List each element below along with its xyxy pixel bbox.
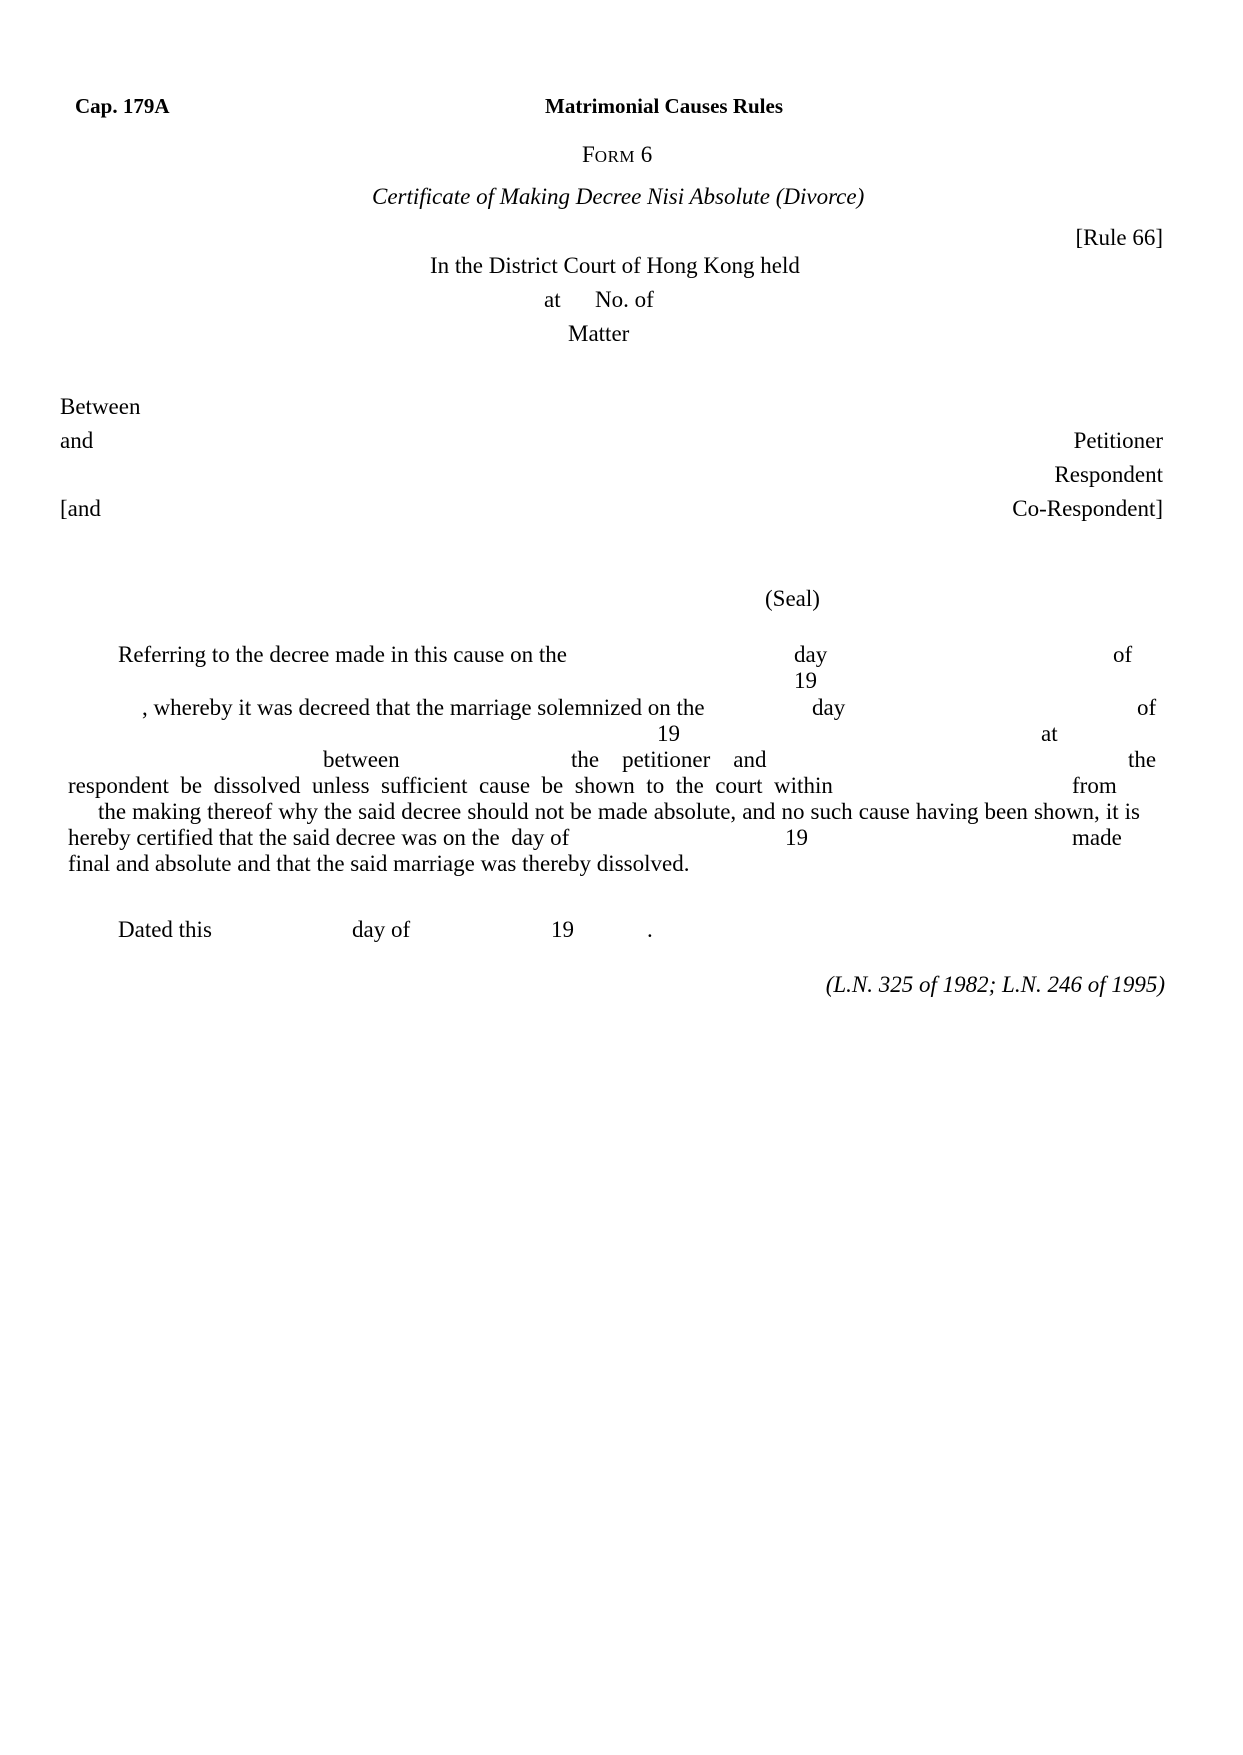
body-line-4-petitioner: the petitioner and	[571, 747, 767, 772]
petitioner-label: Petitioner	[1073, 428, 1163, 453]
court-at: at	[544, 287, 561, 312]
body-line-1: Referring to the decree made in this cause on the	[118, 642, 567, 667]
dated-period: .	[647, 917, 653, 942]
dated-day-of-label: day of	[352, 917, 411, 942]
body-line-1-day: day	[794, 642, 828, 667]
matter-label: Matter	[568, 321, 630, 346]
body-line-2-of: of	[1137, 695, 1157, 720]
form-number: 6	[640, 142, 653, 167]
body-line-4-between: between	[323, 747, 400, 772]
co-respondent-label: Co-Respondent]	[1012, 496, 1163, 521]
court-line: In the District Court of Hong Kong held	[430, 253, 800, 278]
body-line-2: , whereby it was decreed that the marriage solemnized on the	[142, 695, 705, 720]
rule-reference: [Rule 66]	[1075, 225, 1163, 250]
body-line-1-year: 19	[794, 668, 817, 693]
seal-label: (Seal)	[765, 586, 820, 611]
between-label: Between	[60, 394, 141, 419]
chapter-number: Cap. 179A	[75, 94, 170, 118]
body-line-6: the making thereof why the said decree should not be made absolute, and no such cause having been shown, it is	[98, 799, 1140, 824]
body-line-5: respondent be dissolved unless sufficient cause be shown to the court within	[68, 773, 833, 798]
dated-this-label: Dated this	[118, 917, 212, 942]
body-line-7-made: made	[1072, 825, 1122, 850]
form-title: Certificate of Making Decree Nisi Absolute (Divorce)	[372, 184, 865, 209]
dated-year: 19	[551, 917, 574, 942]
form-label-caps: ORM	[594, 147, 636, 166]
body-line-7: hereby certified that the said decree was on the day of	[68, 825, 570, 850]
and-label: and	[60, 428, 94, 453]
court-number-of: No. of	[595, 287, 654, 312]
and-co-respondent-label: [and	[60, 496, 101, 521]
form-label-prefix: F	[582, 142, 595, 167]
form-heading	[582, 143, 652, 166]
body-line-8: final and absolute and that the said marriage was thereby dissolved.	[68, 851, 690, 876]
body-line-4-the: the	[1128, 747, 1157, 772]
body-line-1-of: of	[1113, 642, 1133, 667]
body-line-7-year: 19	[785, 825, 808, 850]
body-line-3-year: 19	[657, 721, 680, 746]
legal-citation: (L.N. 325 of 1982; L.N. 246 of 1995)	[825, 972, 1165, 997]
body-line-3-at: at	[1041, 721, 1058, 746]
body-line-2-day: day	[812, 695, 846, 720]
body-line-5-from: from	[1072, 773, 1117, 798]
respondent-label: Respondent	[1054, 462, 1163, 487]
document-title: Matrimonial Causes Rules	[545, 94, 783, 118]
